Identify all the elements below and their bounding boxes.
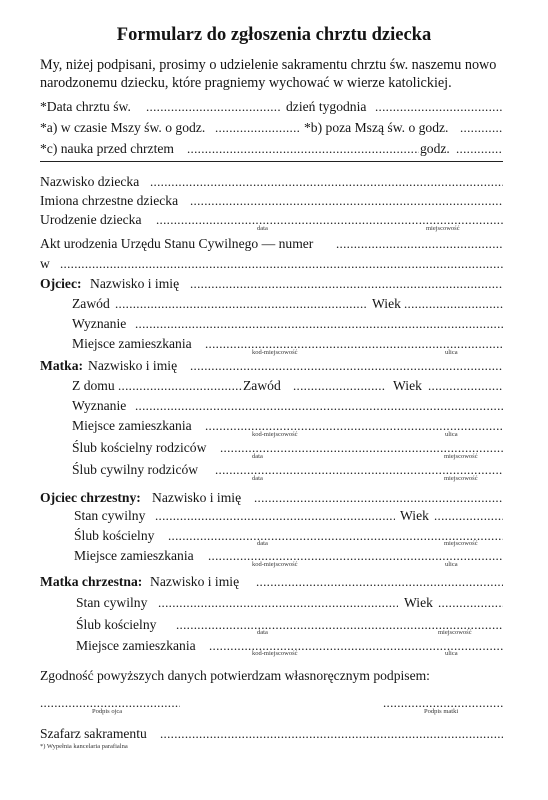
mother-religion-field[interactable] xyxy=(135,399,503,413)
father-name-label: Nazwisko i imię xyxy=(90,276,180,291)
godfather-status-label: Stan cywilny xyxy=(74,508,146,523)
steward-field[interactable] xyxy=(160,727,503,741)
father-religion-field[interactable] xyxy=(135,317,503,331)
godfather-age-label: Wiek xyxy=(400,508,429,523)
godmother-heading: Matka chrzestna: xyxy=(40,574,143,589)
mother-age-label: Wiek xyxy=(393,378,422,393)
church-wedding-label: Ślub kościelny rodziców xyxy=(72,440,207,455)
weekday-label: dzień tygodnia xyxy=(286,99,367,114)
teaching-field[interactable] xyxy=(187,142,419,156)
father-job-field[interactable] xyxy=(115,297,367,311)
intro-line-1: My, niżej podpisani, prosimy o udzielenie sakramentu chrztu św. naszemu nowo xyxy=(40,57,497,73)
mother-maiden-label: Z domu xyxy=(72,378,115,393)
father-religion-label: Wyznanie xyxy=(72,316,127,331)
godmother-name-field[interactable] xyxy=(256,575,503,589)
mother-age-field[interactable] xyxy=(428,379,503,393)
form-title: Formularz do zgłoszenia chrztu dziecka xyxy=(116,25,432,45)
godmother-wedding-label: Ślub kościelny xyxy=(76,617,157,632)
child-names-label: Imiona chrzestne dziecka xyxy=(40,193,179,208)
birth-cert-field[interactable] xyxy=(336,237,503,251)
teaching-hour-label: godz. xyxy=(420,141,450,156)
godfather-name-field[interactable] xyxy=(254,491,503,505)
steward-label: Szafarz sakramentu xyxy=(40,726,147,741)
birth-cert-label: Akt urodzenia Urzędu Stanu Cywilnego — numer xyxy=(40,236,314,251)
baptism-date-field[interactable] xyxy=(146,100,280,114)
baptism-date-label: *Data chrztu św. xyxy=(40,99,131,114)
mother-postal-hint: kod-miejscowość xyxy=(252,431,298,438)
mass-b-label: *b) poza Mszą św. o godz. xyxy=(304,120,449,135)
child-surname-field[interactable] xyxy=(150,175,503,189)
father-residence-label: Miejsce zamieszkania xyxy=(72,336,192,351)
godfather-wedding-label: Ślub kościelny xyxy=(74,528,155,543)
godmother-wedding-date-hint: data xyxy=(257,629,268,636)
child-birth-date-hint: data xyxy=(257,225,268,232)
mother-name-field[interactable] xyxy=(190,359,503,373)
civil-wedding-date-hint: data xyxy=(252,475,263,482)
teaching-label: *c) nauka przed chrztem xyxy=(40,141,174,156)
godfather-street-hint: ulica xyxy=(445,561,458,568)
godmother-age-field[interactable] xyxy=(438,596,503,610)
godfather-name-label: Nazwisko i imię xyxy=(152,490,242,505)
godfather-heading: Ojciec chrzestny: xyxy=(40,490,141,505)
church-wedding-date-hint: data xyxy=(252,453,263,460)
godfather-wedding-place-hint: miejscowość xyxy=(444,540,478,547)
godmother-wedding-place-hint: miejscowość xyxy=(438,629,472,636)
father-job-label: Zawód xyxy=(72,296,110,311)
godfather-status-field[interactable] xyxy=(155,509,395,523)
godmother-postal-hint: kod-miejscowość xyxy=(252,650,298,657)
godmother-status-field[interactable] xyxy=(158,596,398,610)
birth-cert-w-label: w xyxy=(40,256,50,271)
weekday-field[interactable] xyxy=(375,100,503,114)
mother-job-field[interactable] xyxy=(293,379,385,393)
godmother-status-label: Stan cywilny xyxy=(76,595,148,610)
godfather-postal-hint: kod-miejscowość xyxy=(252,561,298,568)
father-signature-label: Podpis ojca xyxy=(92,708,123,715)
father-name-field[interactable] xyxy=(190,277,503,291)
mass-b-field[interactable] xyxy=(460,121,503,135)
father-street-hint: ulica xyxy=(445,349,458,356)
section-divider xyxy=(40,161,503,162)
church-wedding-place-hint: miejscowość xyxy=(444,453,478,460)
father-heading: Ojciec: xyxy=(40,276,82,291)
godmother-residence-label: Miejsce zamieszkania xyxy=(76,638,196,653)
civil-wedding-label: Ślub cywilny rodziców xyxy=(72,462,199,477)
footnote: *) Wypełnia kancelaria parafialna xyxy=(40,743,128,750)
godmother-street-hint: ulica xyxy=(445,650,458,657)
confirmation-text: Zgodność powyższych danych potwierdzam własnoręcznym podpisem: xyxy=(40,668,430,683)
mother-religion-label: Wyznanie xyxy=(72,398,127,413)
mother-street-hint: ulica xyxy=(445,431,458,438)
child-surname-label: Nazwisko dziecka xyxy=(40,174,140,189)
child-names-field[interactable] xyxy=(190,194,503,208)
godfather-wedding-date-hint: data xyxy=(257,540,268,547)
godfather-age-field[interactable] xyxy=(434,509,503,523)
godmother-age-label: Wiek xyxy=(404,595,433,610)
civil-wedding-place-hint: miejscowość xyxy=(444,475,478,482)
father-residence-field[interactable] xyxy=(205,337,503,351)
godmother-name-label: Nazwisko i imię xyxy=(150,574,240,589)
godfather-residence-label: Miejsce zamieszkania xyxy=(74,548,194,563)
mass-a-label: *a) w czasie Mszy św. o godz. xyxy=(40,120,206,135)
father-age-label: Wiek xyxy=(372,296,401,311)
mother-maiden-field[interactable] xyxy=(118,379,242,393)
mother-residence-field[interactable] xyxy=(205,419,503,433)
mass-a-field[interactable] xyxy=(215,121,299,135)
mother-job-label: Zawód xyxy=(243,378,281,393)
birth-cert-place-field[interactable] xyxy=(60,257,503,271)
father-age-field[interactable] xyxy=(404,297,503,311)
mother-heading: Matka: xyxy=(40,358,84,373)
child-birth-label: Urodzenie dziecka xyxy=(40,212,142,227)
intro-line-2: narodzonemu dziecku, które pragniemy wychować w wierze katolickiej. xyxy=(40,75,452,91)
child-birth-place-hint: miejscowość xyxy=(426,225,460,232)
mother-signature-label: Podpis matki xyxy=(424,708,459,715)
mother-name-label: Nazwisko i imię xyxy=(88,358,178,373)
mother-residence-label: Miejsce zamieszkania xyxy=(72,418,192,433)
teaching-hour-field[interactable] xyxy=(456,142,503,156)
father-postal-hint: kod-miejscowość xyxy=(252,349,298,356)
